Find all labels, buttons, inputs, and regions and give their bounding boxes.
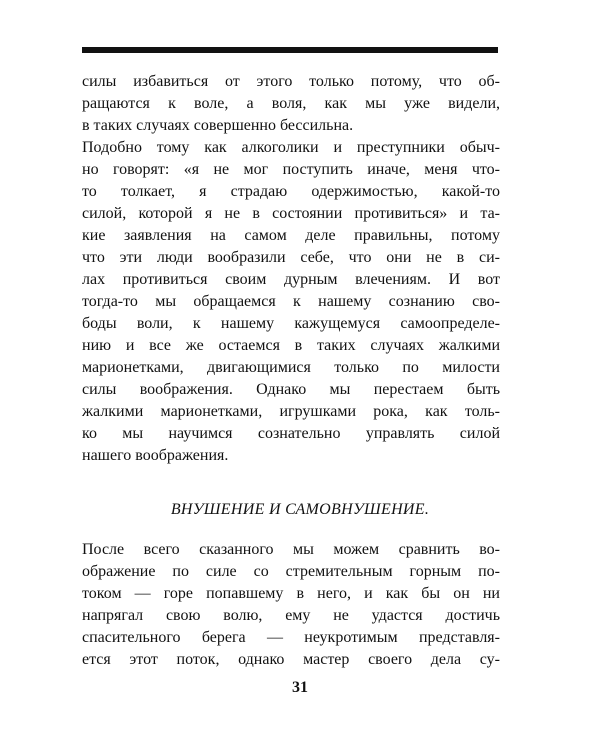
- text-line: марионетками, двигающимися только по милости: [82, 359, 500, 376]
- text-line: нашего воображения.: [82, 447, 229, 464]
- text-line: спасительного берега — неукротимым представля-: [82, 629, 500, 646]
- text-line: тогда-то мы обращаемся к нашему сознанию сво-: [82, 293, 500, 310]
- text-line: Подобно тому как алкоголики и преступники обыч-: [82, 139, 500, 156]
- text-line: но говорят: «я не мог поступить иначе, меня что-: [82, 161, 500, 178]
- text-line: кие заявления на самом деле правильны, потому: [82, 227, 500, 244]
- text-line: боды воли, к нашему кажущемуся самоопределе-: [82, 315, 500, 332]
- text-line: током — горе попавшему в него, и как бы он ни: [82, 585, 500, 602]
- text-line: ображение по силе со стремительным горным по-: [82, 563, 500, 580]
- page-number: 31: [292, 679, 308, 696]
- text-line: силы избавиться от этого только потому, что об-: [82, 73, 500, 90]
- text-line: ко мы научимся сознательно управлять силой: [82, 425, 500, 442]
- text-line: напрягал свою волю, ему не удастся достичь: [82, 607, 500, 624]
- text-line: что эти люди вообразили себе, что они не в си-: [82, 249, 500, 266]
- text-line: жалкими марионетками, игрушками рока, как толь-: [82, 403, 500, 420]
- section-heading: ВНУШЕНИЕ И САМОВНУШЕНИЕ.: [170, 501, 430, 518]
- text-line: силой, которой я не в состоянии противиться» и та-: [82, 205, 500, 222]
- text-line: то толкает, я страдаю одержимостью, какой-то: [82, 183, 500, 200]
- text-line: силы воображения. Однако мы перестаем быть: [82, 381, 500, 398]
- body-text-bottom: [82, 539, 500, 671]
- text-line: нию и все же остаемся в таких случаях жалкими: [82, 337, 500, 354]
- text-line: После всего сказанного мы можем сравнить во-: [82, 541, 500, 558]
- header-rule: [82, 47, 498, 53]
- text-line: ращаются к воле, а воля, как мы уже видели,: [82, 95, 500, 112]
- text-line: в таких случаях совершенно бессильна.: [82, 117, 354, 134]
- text-line: ется этот поток, однако мастер своего дела су-: [82, 651, 500, 668]
- text-line: лах противиться своим дурным влечениям. И вот: [82, 271, 500, 288]
- body-text-top: [82, 71, 500, 467]
